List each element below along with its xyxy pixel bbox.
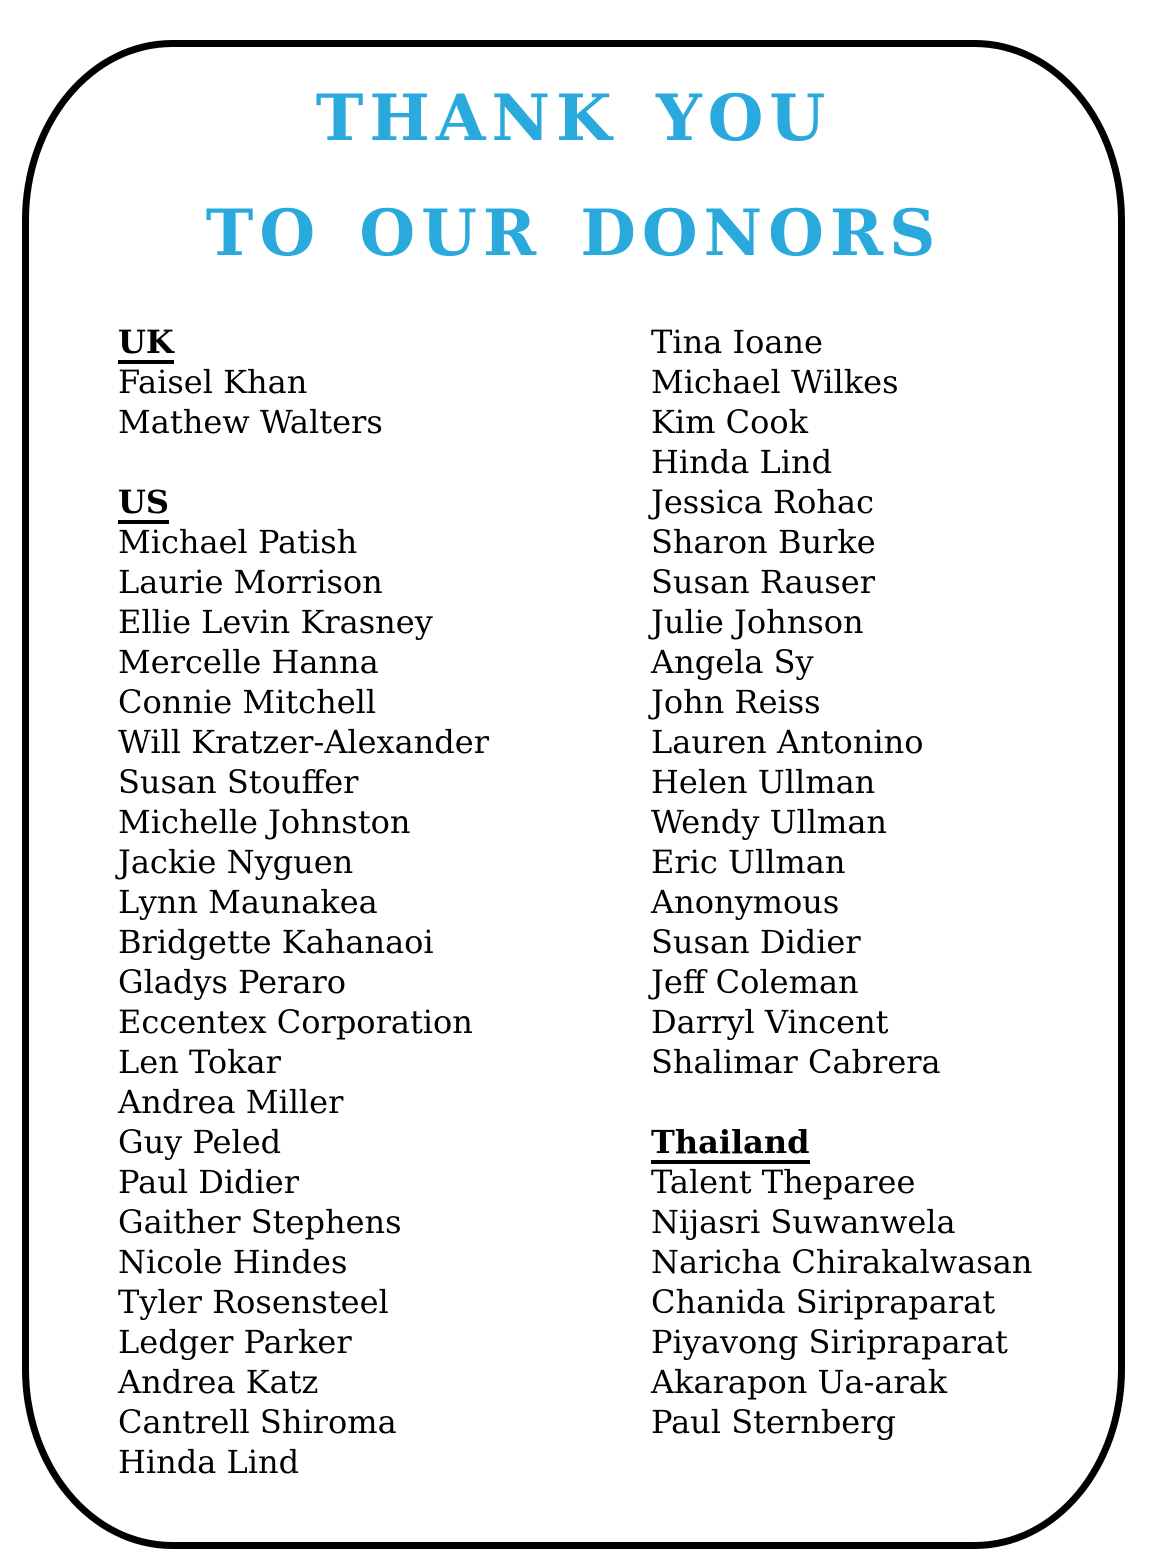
donor-column-right xyxy=(651,322,1032,1442)
donor-name: John Reiss xyxy=(651,683,821,721)
donor-name: Susan Stouffer xyxy=(118,763,359,801)
donor-name: Mercelle Hanna xyxy=(118,643,379,681)
donor-name: Michael Patish xyxy=(118,523,358,561)
donor-name: Darryl Vincent xyxy=(651,1003,889,1041)
section-header-label: US xyxy=(118,485,169,524)
donor-name: Susan Didier xyxy=(651,923,861,961)
donor-name: Angela Sy xyxy=(651,643,814,681)
column-spacer xyxy=(118,442,489,482)
donor-name: Tina Ioane xyxy=(651,323,823,361)
donor-name: Susan Rauser xyxy=(651,563,875,601)
donor-name: Jessica Rohac xyxy=(651,483,874,521)
page-title xyxy=(29,61,1118,291)
donor-name: Andrea Katz xyxy=(118,1363,319,1401)
donor-name: Gladys Peraro xyxy=(118,963,346,1001)
donor-name: Lynn Maunakea xyxy=(118,883,378,921)
donor-name: Jeff Coleman xyxy=(651,963,859,1001)
donor-name: Gaither Stephens xyxy=(118,1203,402,1241)
donor-name: Wendy Ullman xyxy=(651,803,888,841)
donor-name: Michael Wilkes xyxy=(651,363,899,401)
donor-name: Nicole Hindes xyxy=(118,1243,348,1281)
donor-name: Ellie Levin Krasney xyxy=(118,603,433,641)
donor-name: Paul Sternberg xyxy=(651,1403,897,1441)
donor-name: Nijasri Suwanwela xyxy=(651,1203,956,1241)
donor-name: Hinda Lind xyxy=(651,443,833,481)
section-header xyxy=(118,322,489,362)
donor-name: Will Kratzer-Alexander xyxy=(118,723,489,761)
donor-name: Lauren Antonino xyxy=(651,723,924,761)
donor-name: Kim Cook xyxy=(651,403,809,441)
donor-name: Andrea Miller xyxy=(118,1083,344,1121)
donor-name: Piyavong Siripraparat xyxy=(651,1323,1008,1361)
donor-name: Cantrell Shiroma xyxy=(118,1403,397,1441)
donor-name: Julie Johnson xyxy=(651,603,864,641)
section-header-label: UK xyxy=(118,325,174,364)
donor-name: Anonymous xyxy=(651,883,840,921)
donor-name: Talent Theparee xyxy=(651,1163,916,1201)
donor-name: Jackie Nyguen xyxy=(118,843,354,881)
title-line-2: TO OUR DONORS xyxy=(205,196,942,271)
donor-name: Mathew Walters xyxy=(118,403,383,441)
donor-name: Michelle Johnston xyxy=(118,803,411,841)
donor-name: Faisel Khan xyxy=(118,363,308,401)
donor-name: Laurie Morrison xyxy=(118,563,383,601)
donor-name: Eric Ullman xyxy=(651,843,846,881)
donor-name: Guy Peled xyxy=(118,1123,282,1161)
donor-column-left xyxy=(118,322,489,1482)
donor-name: Ledger Parker xyxy=(118,1323,352,1361)
donor-name: Sharon Burke xyxy=(651,523,876,561)
donor-name: Eccentex Corporation xyxy=(118,1003,473,1041)
donor-name: Bridgette Kahanaoi xyxy=(118,923,434,961)
donor-name: Tyler Rosensteel xyxy=(118,1283,389,1321)
section-header xyxy=(651,1122,1032,1162)
donor-name: Naricha Chirakalwasan xyxy=(651,1243,1033,1281)
column-spacer xyxy=(651,1082,1032,1122)
donor-name: Akarapon Ua-arak xyxy=(651,1363,948,1401)
donor-name: Shalimar Cabrera xyxy=(651,1043,941,1081)
donor-name: Len Tokar xyxy=(118,1043,281,1081)
donor-card xyxy=(22,40,1125,1549)
donor-name: Hinda Lind xyxy=(118,1443,300,1481)
donor-name: Connie Mitchell xyxy=(118,683,377,721)
section-header-label: Thailand xyxy=(651,1125,810,1164)
title-line-1: THANK YOU xyxy=(315,81,832,156)
section-header xyxy=(118,482,489,522)
donor-name: Helen Ullman xyxy=(651,763,876,801)
donor-name: Chanida Siripraparat xyxy=(651,1283,996,1321)
donor-name: Paul Didier xyxy=(118,1163,300,1201)
